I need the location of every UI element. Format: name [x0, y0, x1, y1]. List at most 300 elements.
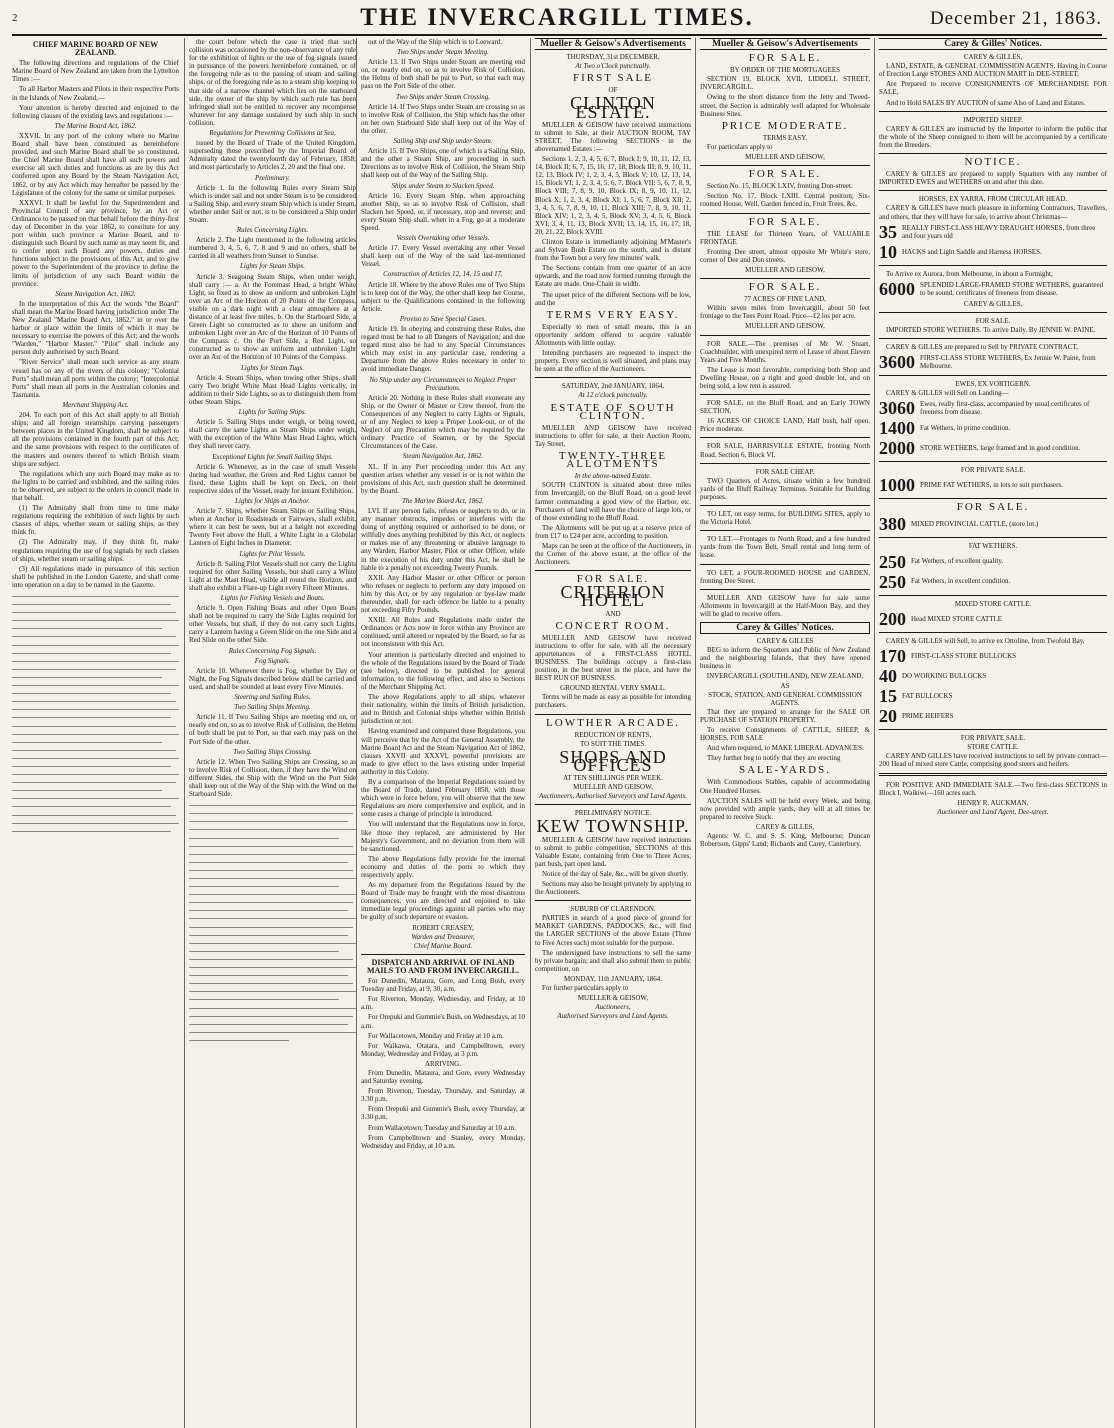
section-subhead: Sailing Ship and Ship under Steam.: [393, 137, 493, 146]
ad-subline: In the above-named Estate.: [574, 472, 652, 481]
section-subhead: Regulations for Preventing Collisions at Sea,: [209, 129, 336, 138]
ad-heading: FOR SALE.: [576, 573, 650, 586]
ad-title: ESTATE OF SOUTH CLINTON.: [550, 401, 676, 422]
stock-lot: [879, 667, 1107, 685]
ad-title: CRITERION HOTEL: [560, 582, 666, 611]
paragraph: Section No. 15, BLOCK LXIV, fronting Don-street.: [707, 182, 853, 191]
ad-subtitle: 77 ACRES OF FINE LAND,: [744, 295, 826, 304]
stock-description: HACKS and Light Saddle and Harness HORSES.: [902, 247, 1042, 256]
signature-name: ROBERT CREASEY,: [412, 923, 474, 932]
paragraph: FOR SALE, HARRISVILLE ESTATE, fronting North Road. Section 6, Block VI.: [700, 442, 870, 459]
paragraph: Especially to men of small means, this is an opportunity seldom offered to acquire valuable Allotments with little outlay.: [535, 322, 691, 347]
paragraph: Agents: W. C. and S. S. King, Melbourne; Duncan Robertson, Gipps' Land; Richards and Carey, Canterbury.: [700, 832, 870, 849]
section-subhead: Lights for Sailing Ships.: [238, 408, 307, 417]
sale-time: At 12 o'clock punctually.: [578, 391, 648, 400]
paragraph: XXII. Any Harbor Master or other Officer or person who refuses or neglects to perform any duty imposed on him by this Act, or by any regulation or bye-law made thereunder, shall for each offence be liable to a penalty not exceeding Fifty Pounds.: [361, 573, 525, 615]
paragraph: The Sections contain from one quarter of an acre upwards, and the road now formed running through the Estate are made. One-Chain in width.: [535, 264, 691, 289]
stock-description: STORE WETHERS, large framed and in good condition.: [920, 444, 1081, 453]
ad-emphasis: AT TEN SHILLINGS PER WEEK.: [563, 774, 663, 783]
paragraph: And when required, to MAKE LIBERAL ADVANCES.: [707, 744, 864, 753]
ad-emphasis: GROUND RENTAL VERY SMALL.: [560, 684, 666, 693]
paragraph: XXVII. In any port of the colony where no Marine Board shall have been constituted as hereinbefore provided, and such Marine Board shall be so constituted, the Chief Marine Board shall have all such powers and exercise all such duties and functions as are by this Act conferred upon any Board by the Steam Navigation Act, 1862, or by any Act which may hereafter be passed by the Legislature of the colony for the same or similar purposes.: [12, 131, 179, 197]
ad-signature: MUELLER AND GEISOW,: [745, 153, 825, 162]
paragraph: Article 13. If Two Ships under Steam are meeting end on, or nearly end on, so as to involve Risk of Collision, the Helms of both shall be put to Port, so that each may pass on the Port Side of the other.: [361, 58, 525, 91]
divider: [879, 632, 1107, 633]
stock-lot: [879, 419, 1107, 437]
divider: [700, 589, 870, 590]
paragraph: Section No. 17, Block LXIII. Central position; Six-roomed House, Well, Garden fenced in, Fruit Trees, &c.: [700, 192, 870, 209]
divider: [879, 595, 1107, 596]
ad-subtitle: TO SUIT THE TIMES.: [580, 739, 646, 748]
ad-emphasis: INVERCARGILL (SOUTHLAND), NEW ZEALAND,: [706, 672, 864, 681]
paragraph: LAND, ESTATE, & GENERAL COMMISSION AGENTS, Having in Course of Erection Large STORES AND AUCTION MART In DEE-STREET,: [879, 62, 1107, 79]
paragraph: MUELLER & GEISOW have received instructions to submit to Sale, at their AUCTION ROOM, TAY STREET, The following SECTIONS in the abovenamed Estates :—: [535, 120, 691, 153]
divider: [879, 312, 1107, 313]
list-item: (3) All regulations made in pursuance of this section shall be published in the London Gazette, and shall come into operation on a day to be named in the Gazette.: [12, 564, 179, 589]
sections-list: Sections 1, 2, 3, 4, 5, 6, 7, Block I; 9, 10, 11, 12, 13, 14, Block II; 6, 7, 15, 16, 17, 18, Block III; 8, 9, 10, 11, 12, 13, Block IV; 1, 2, 3, 4, 5, Block V; 10, 12, 13, 14, 15, Block VI; 1, 2, 3, 4, 5, 6, 7, Block VII; 5, 6, 7, 8, 9, Block VIII; 7, 8, 9, 10, Block IX; 8, 9, 10, 11, 12, Block X; 1, 2, 3, 4, Block XI; 1, 5, 6, 7, Block XII; 2, 3, 4, 5, 6, 7, 8, 9, 10, 11, Block XIII; 7, 8, 9, 10, 11, Block XIV; 1, 2, 3, 4, 5, Block XV; 3, 4, 5, 6, Block XVI; 3, 4, 11, 13, Block XVII; 13, 14, 15, 16, 17, 18, 20, 21, 22, Block XVIII.: [535, 155, 691, 236]
paragraph: Article 18. Where by the above Rules one of Two Ships is to keep out of the Way, the other shall keep her Course, subject to the Qualifications contained in the following Article.: [361, 280, 525, 313]
mail-item: For Orepuki and Gummie's Bush, on Wednesdays, at 10 a.m.: [361, 1013, 525, 1030]
paragraph: Article 16. Every Steam Ship, when approaching another Ship, so as to involve Risk of Collision, shall Slacken her Speed, or, if necessary, stop and reverse; and every Steam Ship shall, when in a Fog, go at a moderate Speed.: [361, 191, 525, 232]
list-item: (2) The Admiralty may, if they think fit, make regulations requiring the use of fog signals by such classes of ships, whether steam or sailing ships.: [12, 538, 179, 563]
paragraph: The Lease is most favorable, comprising both Shop and Dwelling House, on a right and good double lot, and on being sold, a low rent is assured.: [700, 365, 870, 390]
stock-lot: [879, 553, 1107, 571]
paragraph: CAREY & GILLES have much pleasure in informing Contractors, Travellers, and others, that they will have for sale, to arrive about Christmas—: [879, 204, 1107, 221]
section-subhead: Proviso to Save Special Cases.: [399, 314, 487, 323]
ad-signature-title: Auctioneer and Land Agent, Dee-street.: [937, 808, 1049, 817]
stock-count: 1400: [879, 418, 915, 439]
ad-subtitle: BY ORDER OF THE MORTGAGEES: [729, 66, 841, 75]
ad-heading: MIXED STORE CATTLE.: [954, 599, 1032, 608]
article-headline: CHIEF MARINE BOARD OF NEW ZEALAND.: [32, 40, 159, 58]
paragraph: CAREY & GILLES will Sell on Landing—: [886, 389, 1009, 398]
paragraph: LVI. If any person fails, refuses or neglects to do, or in any manner obstructs, impedes or interferes with the doing of anything required or authorised to be done, or willfully does anything prohibited by this Act, or neglects or makes use of any threatening or abusive language to any Warden, Harbor Master, Pilot or other Officer, while in the execution of his duty under this Act, he shall be liable to a penalty not exceeding Twenty Pounds.: [361, 506, 525, 572]
column-header: Carey & Gilles' Notices.: [879, 38, 1107, 50]
divider: [361, 954, 525, 955]
stock-description: PRIME HEIFERS: [902, 711, 954, 720]
paragraph: And to Hold SALES BY AUCTION of same Also of Land and Estates.: [886, 98, 1086, 107]
section-subhead: Two Ships under Steam Crossing.: [396, 92, 490, 101]
paragraph: That they are prepared to arrange for the SALE OR PURCHASE OF STATION PROPERTY.: [700, 707, 870, 724]
paragraph: To Arrive ex Aurora, from Melbourne, in about a Fortnight,: [886, 269, 1053, 278]
ad-signature: MUELLER AND GEISOW,: [573, 783, 653, 792]
paragraph: Clinton Estate is immediately adjoining M'Master's and Sylvan Bush Estate on the south, and is distant from the Town but a very few minutes' walk.: [535, 237, 691, 263]
paragraph: Article 4. Steam Ships, when towing other Ships, shall carry Two bright White Mast Head Lights vertically, in addition to their Side Lights, so as to distinguish them from other Steam Ships.: [189, 373, 356, 406]
mail-item: From Riverton, Tuesday, Thursday, and Saturday, at 3.30 p.m.: [361, 1087, 525, 1104]
divider: [879, 190, 1107, 191]
section-subhead: Lights for Ships at Anchor.: [235, 496, 310, 505]
paragraph: The above Regulations apply to all ships, whatever their nationality, within the limits of British jurisdiction, and to British and Colonial ships whether within British jurisdiction or not.: [361, 693, 525, 726]
stock-description: FIRST-CLASS STORE BULLOCKS: [911, 651, 1017, 660]
paragraph: Owing to the short distance from the Jetty and Tweed-street, the Section is admirably well adapted for Wholesale Business Sites.: [700, 93, 870, 118]
paragraph: IMPORTED STORE WETHERS. To arrive Daily. By JENNIE W. PAINE.: [886, 325, 1096, 334]
paragraph: For further particulars apply to: [542, 984, 629, 992]
divider: [879, 265, 1107, 266]
ad-heading: FOR SALE CHEAP.: [755, 467, 815, 476]
paragraph: PARTIES in search of a good piece of ground for MARKET GARDENS, PADDOCKS, &c., will find the LARGER SECTIONS of the above Estate (Three to Five Acres each) most suitable for the purpose.: [535, 914, 691, 947]
ad-signature-title: Auctioneers,: [595, 1003, 631, 1012]
paragraph: With Commodious Stables, capable of accommodating One Hundred Horses.: [700, 778, 870, 795]
stock-description: Fat Wethers, in excellent condition.: [911, 577, 1011, 586]
paragraph: Having examined and compared these Regulations, you will perceive that by the Act of the General Assembly, the Marine Board Act and the Steam Navigation Act of 1862, clauses XXVII and XXXVI, powerful provisions are made to give effect to the laws existing under Imperial authority in this Colony.: [361, 727, 525, 776]
ad-connector: AS: [780, 681, 790, 690]
ad-heading: FOR SALE.: [748, 52, 822, 65]
paragraph: Article 11. If Two Sailing Ships are meeting end on, or nearly end on, so as to involve Risk of Collision, the Helms of both shall be put to Port, so that each may pass on the Port Side of the other.: [189, 713, 357, 746]
stock-lot: [879, 353, 1107, 371]
paragraph: CAREY & GILLES are instructed by the Importer to inform the public that the whole of the Sheep consigned to them will be accompanied by a certificate from the Breeders.: [879, 124, 1107, 149]
paragraph: In the interpretation of this Act the words "the Board" shall mean the Marine Board having jurisdiction under The New Zealand "Marine Board Act, 1862," in or over the harbor or place within the limits of which it may be necessary to exercise the powers of this Act; and the words "Warden," "Harbor Master," "Pilot" shall include any person duly authorised by such Board.: [12, 299, 179, 357]
paragraph: The undersigned have instructions to sell the same by private bargain; and shall also submit them to public competition, on: [535, 948, 691, 973]
paragraph: Article 3. Seagoing Steam Ships, when under weigh, shall carry :— a. At the Foremast Head, a bright White Light, so fixed as to show an uniform and unbroken Light over an Arc of the Horizon of 20 Points of the Compass, visible on a dark night with a clear atmosphere at a distance of at least five miles. b. On the Starboard Side, a Green Light so constructed as to show an uniform and unbroken Light over an Arc of the Horizon of 10 Points of the Compass. c. On the Port Side, a Red Light, so constructed as to show an uniform and unbroken Light over an Arc of the Horizon of 10 Points of the Compass.: [189, 272, 356, 362]
ad-heading: FOR SALE.: [748, 168, 822, 181]
stock-count: 170: [879, 645, 906, 666]
divider: [535, 570, 691, 571]
section-subhead: Rules Concerning Lights.: [236, 226, 309, 235]
ad-subtitle: CONCERT ROOM.: [555, 619, 671, 632]
ad-title: SUBURB OF CLARENDON.: [570, 905, 656, 914]
paragraph: Within seven miles from Invercargill, about 50 feet frontage to the Tees Point Road. Price—£2 los per acre.: [700, 304, 870, 321]
mail-item: From Wallacetown, Tuesday and Saturday at 10 a.m.: [368, 1123, 516, 1132]
ad-firm-name: CAREY & GILLES,: [963, 53, 1023, 62]
section-header-box: Carey & Gilles' Notices.: [700, 622, 870, 634]
paragraph: For particulars apply to: [707, 142, 773, 151]
paragraph: The upset price of the different Sections will be low, and the: [535, 290, 691, 307]
ad-heading: FOR SALE.: [956, 501, 1030, 514]
section-subhead: Exceptional Lights for Small Sailing Ships.: [212, 452, 333, 461]
paragraph: Article 9. Open Fishing Boats and other Open Boats shall not be required to carry the Side Lights required for other Vessels, but shall, if they do not carry such Lights, carry a Lantern having a Green Slide on the one Side and a Red Slide on the other Side.: [189, 604, 356, 645]
paragraph: Sections may also be bought privately by applying to the Auctioneers.: [535, 879, 691, 897]
ad-title: LOWTHER ARCADE.: [546, 716, 680, 729]
ad-emphasis: SALE-YARDS.: [739, 764, 831, 777]
stock-count: 380: [879, 514, 906, 535]
paragraph: Article 19. In obeying and construing these Rules, due regard must be had to all Dangers of Navigation; and due regard must also be had to any Special Circumstances which may exist in any particular case, rendering a Departure from the above Rules necessary in order to avoid immediate Danger.: [361, 325, 525, 374]
paragraph: CAREY & GILLES are prepared to Sell by PRIVATE CONTRACT,: [886, 342, 1078, 351]
paragraph: As my departure from the Regulations issued by the Board of Trade may be fraught with the most disastrous consequences, you are directed and enjoined to take immediate legal proceedings against all parties who may be guilty of such departure or evasion.: [361, 881, 525, 922]
column-header: Mueller & Geisow's Advertisements: [535, 38, 691, 50]
ad-heading: HORSES, EX YARRA, FROM CIRCULAR HEAD.: [918, 195, 1068, 204]
paragraph: Article 15. If Two Ships, one of which is a Sailing Ship, and the other a Steam Ship, are proceeding in such Directions as to involve Risk of Collision, the Steam Ship shall keep out of the Way of the Sailing Ship.: [361, 147, 525, 180]
section-subhead: Lights for Fishing Vessels and Boats.: [220, 594, 325, 602]
stock-count: 15: [879, 685, 897, 706]
paragraph: THE LEASE for Thirteen Years, of VALUABLE FRONTAGE: [700, 229, 870, 246]
paragraph: Notice of the day of Sale, &c., will be given shortly.: [542, 869, 689, 878]
ad-heading: IMPORTED SHEEP.: [963, 115, 1023, 124]
paragraph: TWO Quarters of Acres, situate within a few hundred yards of the Bluff Railway Terminus. Suitable for Building purposes.: [700, 476, 870, 501]
column-1-marine-board: [12, 38, 183, 1428]
paragraph: Maps can be seen at the office of the Auctioneers, in the Corner of the above estate, at the office of the Auctioneers.: [535, 541, 691, 567]
stock-description: Fat Wethers, in prime condition.: [920, 424, 1011, 433]
paragraph: Article 6. Whenever, as in the case of small Vessels during bad weather, the Green and Red Lights cannot be fixed, these Lights shall be kept on Deck, on their respective sides of the Vessel, ready for instant Exhibition.: [189, 462, 356, 495]
column-3-regulations-mails: [356, 38, 529, 1428]
section-subhead: Construction of Articles 12, 14, 15 and 17.: [383, 270, 503, 279]
section-subhead: Lights for Steam Tugs.: [240, 363, 304, 372]
paragraph: By a comparison of the Imperial Regulations issued by the Board of Trade, dated February 1858, with those which were in force before, you will observe that the new Regulations are more comprehensive and explicit, and in some cases a change of principle is introduced.: [361, 777, 525, 819]
paragraph: XL. If in any Port proceeding under this Act any question arises whether any vessel is or is not within the provisions of this Act, such question shall be determined by the Board.: [361, 462, 525, 495]
divider: [700, 278, 870, 279]
stock-lot: [879, 515, 1107, 533]
divider: [535, 714, 691, 715]
arriving-subhead: ARRIVING.: [425, 1059, 461, 1068]
column-2-regulations: [184, 38, 360, 1428]
section-subhead: Rules Concerning Fog Signals.: [228, 646, 317, 655]
ad-heading: FOR PRIVATE SALE.: [960, 466, 1026, 475]
stock-lot: [879, 573, 1107, 591]
stock-description: Fat Wethers, of excellent quality.: [911, 557, 1004, 566]
ad-signature-title: Auctioneers, Authorised Surveyors and Land Agents.: [538, 792, 688, 801]
divider: [535, 377, 691, 378]
divider: [700, 564, 870, 565]
paragraph: MUELLER AND GEISOW have for sale some Allotments in Invercargill at the Half-Moon Bay, and they will be glad to receive offers.: [700, 593, 870, 618]
mail-item: For Waikawa, Otatara, and Campbelltown, every Monday, Wednesday and Friday, at 3 p.m.: [361, 1041, 525, 1058]
ad-connector: AND: [605, 609, 621, 618]
paragraph: Article 7. Ships, whether Steam Ships or Sailing Ships, when at Anchor in Roadsteads or Fairways, shall exhibit, where it can best be seen, but at a height not exceeding Twenty Feet above the Hull, a White Light in a Globular Lantern of Eight Inches in Diameter.: [189, 507, 356, 548]
stock-lot: [879, 439, 1107, 457]
paragraph: TO LET.—Frontages to North Road, and a few hundred yards from the Town Belt. Small rental and long term of lease.: [700, 535, 870, 560]
paragraph: Terms will be made as easy as possible for intending purchasers.: [535, 693, 691, 710]
divider: [879, 537, 1107, 538]
stock-lot: [879, 476, 1107, 494]
divider: [879, 153, 1107, 154]
stock-lot: [879, 280, 1107, 298]
section-subhead: Lights for Pilot Vessels.: [239, 549, 306, 558]
signature-title: Chief Marine Board.: [413, 941, 473, 950]
paragraph: Are Prepared to receive CONSIGNMENTS OF MERCHANDISE FOR SALE,: [879, 80, 1107, 97]
paragraph: 204. To each port of this Act shall apply to all British ships; and all foreign steamships carrying passengers between places in the United Kingdom, shall be subject to all the provisions contained in the fourth part of this Act; and the same provisions with respect to the certificates of the masters and owners thereof to which British steam ships are subject.: [12, 411, 179, 468]
section-subhead: Two Ships under Steam Meeting.: [397, 48, 489, 57]
divider: [700, 530, 870, 531]
paragraph: Article 5. Sailing Ships under weigh, or being towed, shall carry the same Lights as Steam Ships under weigh, with the exception of the White Mast Head Lights, which they shall never carry.: [189, 418, 356, 451]
divider: [879, 773, 1107, 776]
terms-line: TERMS VERY EASY.: [546, 308, 680, 321]
sale-time: At Two o'Clock punctually.: [575, 62, 651, 71]
ad-firm-name: CAREY & GILLES: [756, 637, 814, 646]
stock-count: 6000: [879, 278, 915, 299]
section-subhead: Steering and Sailing Rules.: [234, 693, 311, 702]
ad-emphasis: PRICE MODERATE.: [721, 119, 849, 132]
divider: [879, 375, 1107, 376]
ad-signature: MUELLER AND GEISOW,: [745, 322, 825, 331]
paragraph: To receive Consignments of CATTLE, SHEEP, & HORSES, FOR SALE: [700, 726, 870, 743]
ad-signature: MUELLER & GEISOW,: [577, 994, 649, 1003]
paragraph: 16 ACRES OF CHOICE LAND, Half bush, half open. Price moderate.: [700, 417, 870, 434]
paragraph: The regulations which any such Board may make as to the lights to be carried and exhibited, and the sailing rules to be observed, are subject to the orders in council made in that behalf.: [12, 469, 179, 502]
paragraph: Article 17. Every Vessel overtaking any other Vessel shall keep out of the Way of the said last-mentioned Vessel.: [361, 244, 525, 269]
sale-date: SATURDAY, 2nd JANUARY, 1864,: [561, 382, 665, 391]
stock-count: 250: [879, 571, 906, 592]
paragraph: BEG to inform the Squatters and Public of New Zealand and the neighbouring Islands, that they have opened business in: [700, 646, 870, 671]
paragraph: Article 8. Sailing Pilot Vessels shall not carry the Lights required for other Sailing Vessels, but shall carry a White Light at the Mast Head, visible all round the Horizon, and shall also exhibit a Flare-up Light every Fifteen Minutes.: [189, 559, 356, 592]
paragraph: AUCTION SALES will be held every Week, and being now provided with ample yards, they will at all times be prepared to receive Stock.: [700, 796, 870, 821]
paragraph: TO LET, a FOUR-ROOMED HOUSE and GARDEN, fronting Dee Street.: [700, 568, 870, 585]
ad-heading: FAT WETHERS.: [968, 542, 1018, 551]
paragraph: To all Harbor Masters and Pilots in their respective Ports in the Islands of New Zealand,—: [12, 85, 179, 102]
section-subhead: Fog Signals.: [254, 656, 291, 665]
paragraph: FOR SALE, on the Bluff Road, and an Early TOWN SECTION,: [700, 399, 870, 416]
section-subhead: Lights for Steam Ships.: [240, 262, 305, 271]
paragraph: FOR SALE.—The premises of Mr W. Stuart, Coachbuilder, with unexpired term of Lease of about Eleven Years and Five Months.: [700, 339, 870, 364]
divider: [700, 437, 870, 438]
divider: [700, 335, 870, 336]
stock-lot: [879, 707, 1107, 725]
stock-lot: [879, 610, 1107, 628]
paragraph: MUELLER AND GEISOW have received instructions to offer for sale, with all the necessary appurtenances of a FIRST-CLASS HOTEL BUSINESS. The buildings occupy a first-class position, in the best street in the place, and have the BEST RUN OF BUSINESS.: [535, 633, 691, 683]
stock-count: 3060: [879, 398, 915, 419]
paragraph: "River Service" shall mean such service as any steam vessel has on any of the rivers of this colony; "Colonial Ports" shall mean all ports within the colony; "Intercolonial Ports" shall mean all ports in the Australian colonies and Tasmania.: [12, 358, 179, 399]
stock-description: REALLY FIRST-CLASS HEAVY DRAUGHT HORSES, from three and four years old: [902, 223, 1096, 240]
divider: [700, 505, 870, 506]
stock-description: Head MIXED STORE CATTLE: [911, 614, 1003, 623]
ad-signature: MUELLER AND GEISOW,: [745, 265, 825, 274]
ad-subtitle: REDUCTION OF RENTS,: [574, 730, 652, 739]
ad-heading: FOR SALE.: [975, 316, 1011, 325]
column-5-mueller-carey: [695, 38, 874, 1428]
paragraph: issued by the Board of Trade of the United Kingdom, superseding those prescribed by the Imperial Board of Admiralty dated the twentyfourth day of February, 1858; and most particularly to Articles 2, 20 and the final one.: [189, 139, 356, 172]
divider: [879, 111, 1107, 112]
stock-description: PRIME FAT WETHERS, in lots to suit purchasers.: [920, 481, 1063, 490]
stock-count: 3600: [879, 352, 915, 373]
ad-signature-title: Authorised Surveyors and Land Agents.: [557, 1012, 669, 1021]
paragraph: CAREY AND GILLES have received instructions to sell by private contract— 200 Head of mixed store Cattle, comprising good steers and heifers.: [879, 751, 1107, 768]
section-subhead: The Marine Board Act, 1862.: [54, 121, 137, 130]
unreadable-text-block: [189, 801, 356, 1044]
stock-count: 35: [879, 221, 897, 242]
paragraph: the court before which the case is tried that such collision was occasioned by the non-observance of any rule for the exhibition of lights or the use of fog signals issued in pursuance of the powers hereinbefore contained, or of the foregoing rule as to the passing of steam and sailing ships, or of the foregoing rule as to a steam ship keeping to that side of a narrow channel which lies on the starboard side, the owner of the ship by which such rule has been infringed shall not be entitled to recover any recompense whatever for any damage sustained by such ship in such collision.: [189, 38, 356, 127]
stock-count: 2000: [879, 438, 915, 459]
stock-lot: [879, 687, 1107, 705]
stock-description: SPLENDID LARGE-FRAMED STORE WETHERS, guaranteed to be sound, certificates of freeness from disease.: [920, 280, 1104, 297]
list-item: (1) The Admiralty shall from time to time make regulations requiring the exhibition of such lights by such classes of ships, whether steam or sailing ships, as they think fit.: [12, 504, 179, 537]
paragraph: Article 20. Nothing in these Rules shall exonerate any Ship, or the Owner or Master or Crew thereof, from the Consequences of any Neglect to carry Lights or Signals, or of any Neglect to keep a Proper Look-out, or of the Neglect of any Precaution which may be required by the ordinary Practice of Seamen, or by the Special Circumstances of the Case.: [361, 393, 525, 451]
stock-count: 1000: [879, 475, 915, 496]
paragraph: Your attention is particularly directed and enjoined to the whole of the Regulations issued by the Board of Trade (see below), directed to be published for general information, to the following effect, and also to Sections of the Merchant Shipping Act.: [361, 650, 525, 691]
section-subhead: Vessels Overtaking other Vessels.: [396, 234, 490, 243]
divider: [879, 498, 1107, 499]
divider: [879, 338, 1107, 339]
paragraph: XXXVI. It shall be lawful for the Superintendent and Provincial Council of any province, by an Act or Ordinance to be passed on that behalf before the thirty-first day of December in the year 1862, to constitute for any port within such province a Marine Board, and to distinguish such Board by such name as may seem fit, and to confer upon such Board any powers, duties and functions subject to the provisions of this Act, and to give power to the Superintendent of the province to define the limits of jurisdiction of any such Board within the province.: [12, 198, 179, 288]
ad-title: CLINTON ESTATE.: [570, 93, 656, 122]
section-subhead: Ships under Steam to Slacken Speed.: [391, 181, 495, 190]
mail-item: From Dunedin, Mataura, and Gore, every Wednesday and Saturday evening.: [361, 1068, 525, 1086]
paragraph: Article 2. The Light mentioned in the following articles numbered 3, 4, 5, 6, 7, 8 and 9 and no others, shall be carried in all weathers from Sunset to Sunrise.: [189, 236, 356, 261]
ad-signature: CAREY & GILLES,: [963, 299, 1023, 308]
section-subhead: The Marine Board Act, 1862.: [401, 496, 485, 505]
masthead: [12, 4, 1102, 36]
ad-subtitle: STORE CATTLE.: [967, 742, 1019, 751]
mail-item: For Riverton, Monday, Wednesday, and Friday, at 10 a.m.: [361, 995, 525, 1012]
stock-lot: [879, 243, 1107, 261]
stock-description: FAT BULLOCKS: [902, 691, 953, 700]
divider: [879, 461, 1107, 462]
sale-date: THURSDAY, 31st DECEMBER,: [566, 53, 660, 62]
paragraph: Article 14. If Two Ships under Steam are crossing so as to involve Risk of Collision, the Ship which has the other on her own Starboard Side shall keep out of the Way of the other.: [361, 102, 525, 135]
stock-description: DO WORKING BULLOCKS: [902, 671, 987, 680]
stock-lot: [879, 223, 1107, 241]
section-subhead: Two Sailing Ships Crossing.: [233, 747, 312, 756]
ad-emphasis: STOCK, STATION, AND GENERAL COMMISSION AGENTS.: [708, 690, 862, 707]
section-subhead: No Ship under any Circumstances to Neglect Proper Precautions.: [369, 375, 517, 392]
paragraph: The Allotments will be put up at a reserve price of from £17 to £24 per acre, according to position.: [535, 523, 691, 540]
paragraph: MUELLER & GEISOW have received instructions to submit to public competition, SECTIONS of this Valuable Estate, containing from One to Three Acres, part bush, part open land.: [535, 835, 691, 868]
ad-heading: NOTICE.: [964, 156, 1022, 169]
column-6-carey-gilles: [874, 38, 1111, 1428]
stock-count: 10: [879, 241, 897, 262]
ad-signature: CAREY & GILLES,: [755, 822, 815, 831]
paragraph: CAREY & GILLES will Sell, to arrive ex Ottoline, from Twofold Bay,: [886, 636, 1085, 645]
divider: [700, 213, 870, 214]
paragraph: MUELLER AND GEISOW have received instructions to offer for sale, at their Auction Room, Tay Street,: [535, 423, 691, 448]
paragraph: TO LET, on easy terms, for BUILDING SITES, apply to the Victoria Hotel.: [700, 510, 870, 527]
mail-item: From Orepuki and Gummie's Bush, every Thursday, at 3.30 p.m.: [361, 1105, 525, 1122]
paragraph: CAREY & GILLES are prepared to supply Squatters with any number of IMPORTED EWES and WETHERS on and after this date.: [879, 170, 1107, 187]
paragraph: The following directions and regulations of the Chief Marine Board of New Zealand are taken from the Lyttelton Times :—: [12, 59, 179, 84]
newspaper-title: THE INVERCARGILL TIMES.: [360, 4, 754, 31]
ad-heading: FIRST SALE: [572, 72, 653, 85]
ad-heading: FOR PRIVATE SALE.: [960, 733, 1026, 742]
divider: [535, 804, 691, 805]
section-subhead: Merchant Shipping Act.: [62, 400, 129, 409]
paragraph: SECTION 19, BLOCK XVII, LIDDELL STREET, INVERCARGILL.: [700, 75, 870, 92]
paragraph: Article 12. When Two Sailing Ships are Crossing, so as to involve Risk of Collision, then, if they have the Wind on different Sides, the Ship with the Wind on the Port Side shall keep out of the Way of the Ship with the Wind on the Starboard Side.: [189, 757, 356, 799]
ad-connector: OF: [608, 86, 618, 95]
ad-heading: FOR SALE.: [748, 281, 822, 294]
ad-title: SHOPS AND OFFICES: [559, 746, 667, 775]
section-subhead: Two Sailing Ships Meeting.: [234, 703, 311, 712]
paragraph: Article 1. In the following Rules every Steam Ship which is under sail and not under Steam is to be considered a Sailing Ship, and every steam Ship which is under Steam, whether under Sail or not, is to be considered a Ship under Steam.: [189, 183, 356, 224]
ad-heading: PRELIMINARY NOTICE.: [574, 809, 652, 818]
ad-signature: HENRY R. AUCKMAN,: [957, 799, 1029, 808]
stock-count: 40: [879, 665, 897, 686]
stock-lot: [879, 399, 1107, 417]
paragraph: Fronting Dee street, almost opposite Mr White's store, corner of Dee and Don streets.: [700, 247, 870, 264]
paragraph: You will understand that the Regulations now in force, like those they replaced, are administered by Her Majesty's Government, and no deviation from them will be sanctioned.: [361, 820, 525, 853]
paragraph: The above Regulations fully provide for the internal economy and duties of the ports to which they respectively apply.: [361, 854, 525, 879]
paragraph: out of the Way of the Ship which is to Leeward.: [368, 38, 503, 46]
mails-headline: DISPATCH AND ARRIVAL OF INLAND MAILS TO AND FROM INVERCARGILL.: [367, 957, 519, 975]
stock-count: 20: [879, 705, 897, 726]
paragraph: XXIII. All Rules and Regulations made under the Ordinances or Acts now in force within any Province are continued, until altered or repealed by the Board, so far as not inconsistent with this Act.: [361, 616, 525, 649]
stock-count: 250: [879, 551, 906, 572]
ad-heading: EWES, EX VORTIGERN.: [955, 380, 1031, 389]
mail-item: For Wallacetown, Monday and Friday at 10 a.m.: [368, 1031, 504, 1040]
paragraph: Article 10. Whenever there is Fog, whether by Day or Night, the Fog Signals described below shall be carried and used, and shall be sounded at least every Five Minutes.: [189, 666, 356, 691]
ad-title: KEW TOWNSHIP.: [536, 816, 690, 837]
divider: [700, 394, 870, 395]
paragraph: Intending purchasers are requested to inspect the property. Every section is well situated, and plans may be seen at the office of the Auctioneers.: [535, 349, 691, 374]
stock-lot: [879, 647, 1107, 665]
section-subhead: Steam Navigation Act, 1862.: [55, 289, 136, 298]
mail-item: For Dunedin, Mataura, Gore, and Long Bush, every Tuesday and Friday, at 9, 30, a.m.: [361, 977, 525, 994]
stock-description: Ewes, really first-class, accompanied by usual certificates of freeness from disease.: [920, 400, 1090, 417]
paragraph: They further beg to notify that they are erecting: [707, 754, 841, 763]
unreadable-text-block: [12, 592, 179, 835]
paragraph: SOUTH CLINTON is situated about three miles from Invercargill, on the Bluff Road, on a good level farmer commanding a good view of the Harbor, etc. Purchasers of land will have the choice of large lots, or of those extending to the Bluff Road.: [535, 481, 691, 522]
sale-date: MONDAY, 11th JANUARY, 1864.: [563, 974, 663, 983]
divider: [535, 900, 691, 901]
stock-count: 200: [879, 608, 906, 629]
section-subhead: Preliminary.: [255, 173, 290, 182]
stock-description: FIRST-CLASS STORE WETHERS, Ex Jennie W. Paine, from Melbourne.: [920, 353, 1096, 371]
issue-date: December 21, 1863.: [929, 8, 1102, 29]
columns: [12, 38, 1107, 1428]
page-number: 2: [12, 12, 18, 24]
ad-emphasis: TERMS EASY.: [762, 133, 808, 142]
section-subhead: Steam Navigation Act, 1862.: [402, 452, 484, 461]
divider: [700, 463, 870, 464]
paragraph: FOR POSITIVE AND IMMEDIATE SALE.—Two first-class SECTIONS in Block I, Waikiwi—160 acres each.: [879, 781, 1107, 798]
signature-title: Warden and Treasurer,: [411, 932, 475, 941]
column-header: Mueller & Geisow's Advertisements: [700, 38, 870, 50]
paragraph: Your attention is hereby directed and enjoined to the following clauses of the existing laws and regulations :—: [12, 103, 179, 120]
